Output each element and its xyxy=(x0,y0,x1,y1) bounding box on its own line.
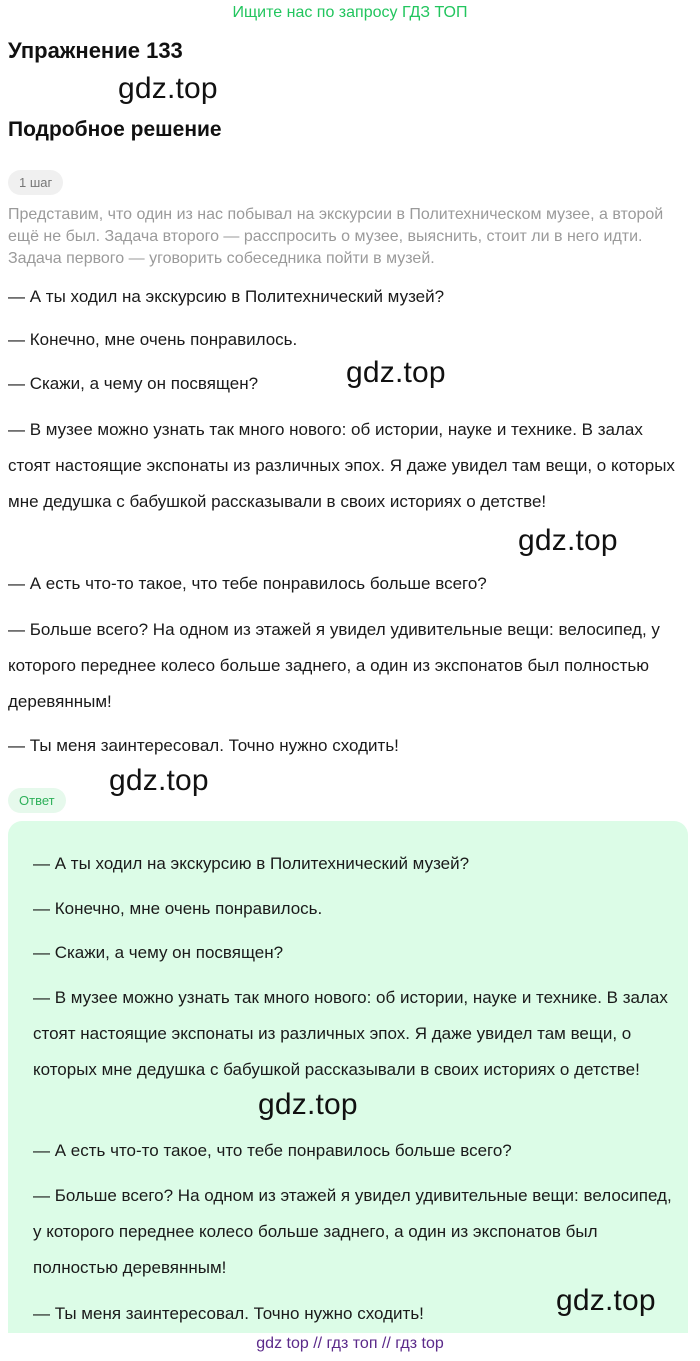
answer-badge: Ответ xyxy=(8,788,66,813)
dialogue-line: — А есть что-то такое, что тебе понравилось больше всего? xyxy=(8,574,487,593)
dialogue-line: — Ты меня заинтересовал. Точно нужно сходить! xyxy=(8,736,399,755)
dialogue-line: — Конечно, мне очень понравилось. xyxy=(8,330,298,349)
dialogue-line: — Больше всего? На одном из этажей я увидел удивительные вещи: велосипед, у которого переднее колесо больше заднего, а один из экспонатов был полностью деревянным! xyxy=(8,620,660,711)
answer-line: — Ты меня заинтересовал. Точно нужно сходить! xyxy=(33,1304,424,1323)
answer-line: — В музее можно узнать так много нового: об истории, науке и технике. В залах стоят настоящие экспонаты из различных эпох. Я даже увидел там вещи, о которых мне дедушка с бабушкой рассказывали в своих историях о детстве! xyxy=(33,988,668,1079)
intro-text: Представим, что один из нас побывал на экскурсии в Политехническом музее, а второй ещё не был. Задача второго — расспросить о музее, выяснить, стоит ли в него идти. Задача первого — уговорить собеседника пойти в музей. xyxy=(8,206,664,267)
answer-box xyxy=(8,821,688,1333)
search-banner: Ищите нас по запросу ГДЗ ТОП xyxy=(232,4,468,21)
answer-line: — Скажи, а чему он посвящен? xyxy=(33,943,284,962)
watermark: gdz.top xyxy=(109,764,209,797)
answer-line: — А ты ходил на экскурсию в Политехнический музей? xyxy=(33,854,470,873)
watermark: gdz.top xyxy=(118,72,218,105)
dialogue-line: — Скажи, а чему он посвящен? xyxy=(8,374,259,393)
dialogue-line: — В музее можно узнать так много нового: об истории, науке и технике. В залах стоят настоящие экспонаты из различных эпох. Я даже увидел там вещи, о которых мне дедушка с бабушкой рассказывали в своих историях о детстве! xyxy=(8,420,675,511)
answer-line: — Больше всего? На одном из этажей я увидел удивительные вещи: велосипед, у которого переднее колесо больше заднего, а один из экспонатов был полностью деревянным! xyxy=(33,1186,672,1277)
answer-line: — Конечно, мне очень понравилось. xyxy=(33,899,323,918)
watermark: gdz.top xyxy=(556,1284,656,1317)
exercise-title: Упражнение 133 xyxy=(8,38,183,63)
step-badge: 1 шаг xyxy=(8,170,63,195)
watermark: gdz.top xyxy=(258,1088,358,1121)
answer-line: — А есть что-то такое, что тебе понравилось больше всего? xyxy=(33,1141,512,1160)
footer-links: gdz top // гдз топ // гдз top xyxy=(256,1335,444,1352)
dialogue-line: — А ты ходил на экскурсию в Политехнический музей? xyxy=(8,287,445,306)
watermark: gdz.top xyxy=(518,524,618,557)
watermark: gdz.top xyxy=(346,356,446,389)
solution-title: Подробное решение xyxy=(8,118,222,141)
